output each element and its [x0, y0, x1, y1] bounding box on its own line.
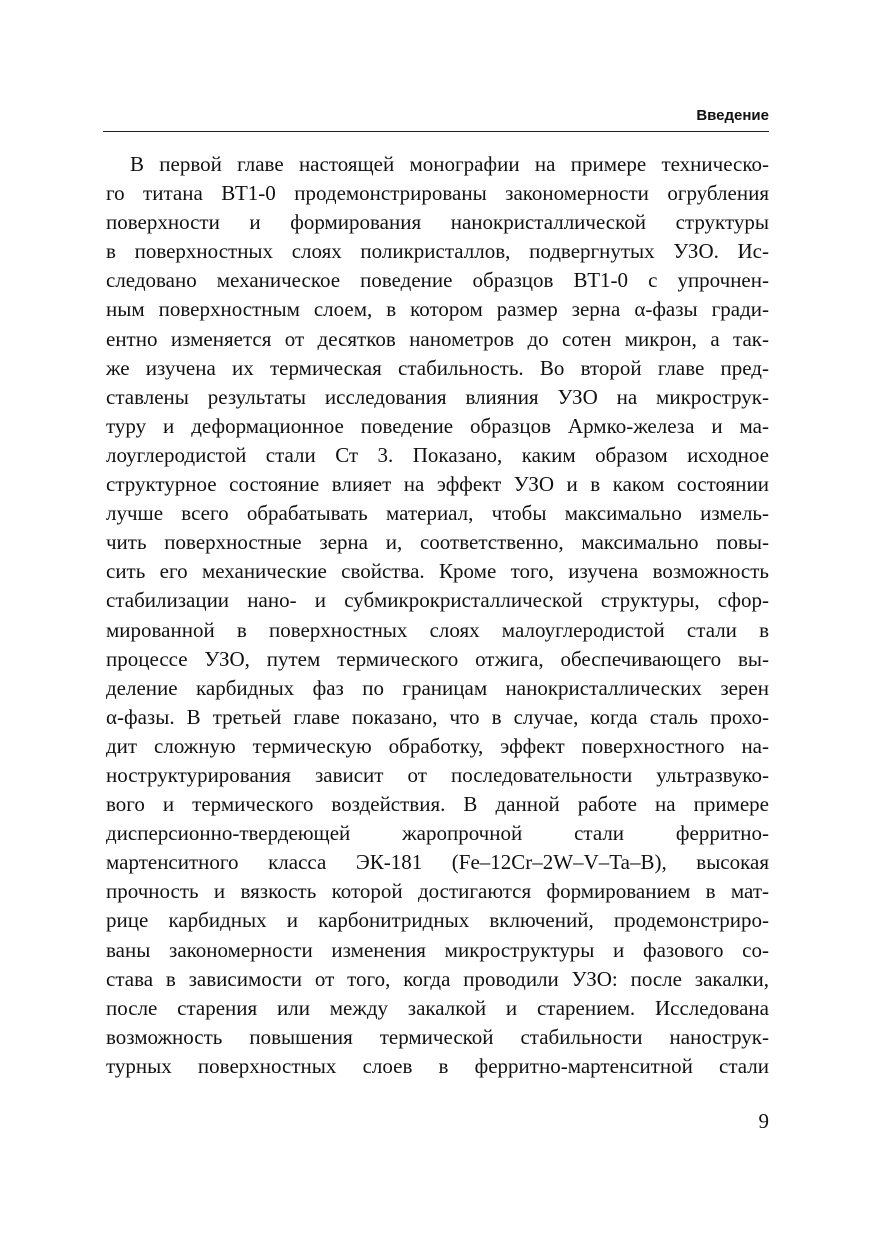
text-line: процессе УЗО, путем термического отжига, обеспечивающего вы- [106, 646, 769, 671]
text-line: мированной в поверхностных слоях малоуглеродистой стали в [106, 617, 769, 642]
text-line: ным поверхностным слоем, в котором размер зерна α-фазы гради- [106, 297, 769, 322]
text-line: ентно изменяется от десятков нанометров до сотен микрон, а так- [106, 326, 769, 351]
text-line: после старения или между закалкой и старением. Исследована [106, 995, 769, 1020]
text-line: структурное состояние влияет на эффект УЗО и в каком состоянии [106, 472, 769, 497]
text-line: ставлены результаты исследования влияния УЗО на микрострук- [106, 384, 769, 409]
text-line: дисперсионно-твердеющей жаропрочной стали ферритно- [106, 821, 769, 846]
text-line: сить его механические свойства. Кроме того, изучена возможность [106, 559, 769, 584]
text-line: рице карбидных и карбонитридных включений, продемонстриро- [106, 908, 769, 933]
page-number: 9 [758, 1109, 769, 1133]
text-line: прочность и вязкость которой достигаются формированием в мат- [106, 879, 769, 904]
text-line: ваны закономерности изменения микроструктуры и фазового со- [106, 937, 769, 962]
text-line: дит сложную термическую обработку, эффект поверхностного на- [106, 733, 769, 758]
text-line: турных поверхностных слоев в ферритно-мартенситной стали [106, 1053, 769, 1078]
text-line: возможность повышения термической стабильности нанострук- [106, 1024, 769, 1049]
text-line: мартенситного класса ЭК-181 (Fe–12Cr–2W–V–Ta–B), высокая [106, 850, 769, 875]
text-line: става в зависимости от того, когда проводили УЗО: после закалки, [106, 966, 769, 991]
running-head: Введение [696, 107, 769, 124]
text-line: в поверхностных слоях поликристаллов, подвергнутых УЗО. Ис- [106, 239, 769, 264]
body-paragraph [106, 150, 769, 1081]
text-line: го титана ВТ1-0 продемонстрированы закономерности огрубления [106, 181, 769, 206]
text-line: деление карбидных фаз по границам нанокристаллических зерен [106, 675, 769, 700]
text-line: ноструктурирования зависит от последовательности ультразвуко- [106, 762, 769, 787]
text-line: стабилизации нано- и субмикрокристаллической структуры, сфор- [106, 588, 769, 613]
text-line: лучше всего обрабатывать материал, чтобы максимально измель- [106, 501, 769, 526]
text-line: лоуглеродистой стали Ст 3. Показано, каким образом исходное [106, 442, 769, 467]
text-line: чить поверхностные зерна и, соответственно, максимально повы- [106, 530, 769, 555]
text-line: поверхности и формирования нанокристаллической структуры [106, 210, 769, 235]
text-line: В первой главе настоящей монографии на примере техническо- [130, 152, 769, 176]
text-line: же изучена их термическая стабильность. Во второй главе пред- [106, 355, 769, 380]
text-line: туру и деформационное поведение образцов Армко-железа и ма- [106, 413, 769, 438]
text-line: вого и термического воздействия. В данной работе на примере [106, 792, 769, 817]
header-rule [103, 131, 769, 132]
text-line: следовано механическое поведение образцов ВТ1-0 с упрочнен- [106, 268, 769, 293]
text-line: α-фазы. В третьей главе показано, что в случае, когда сталь прохо- [106, 704, 769, 729]
